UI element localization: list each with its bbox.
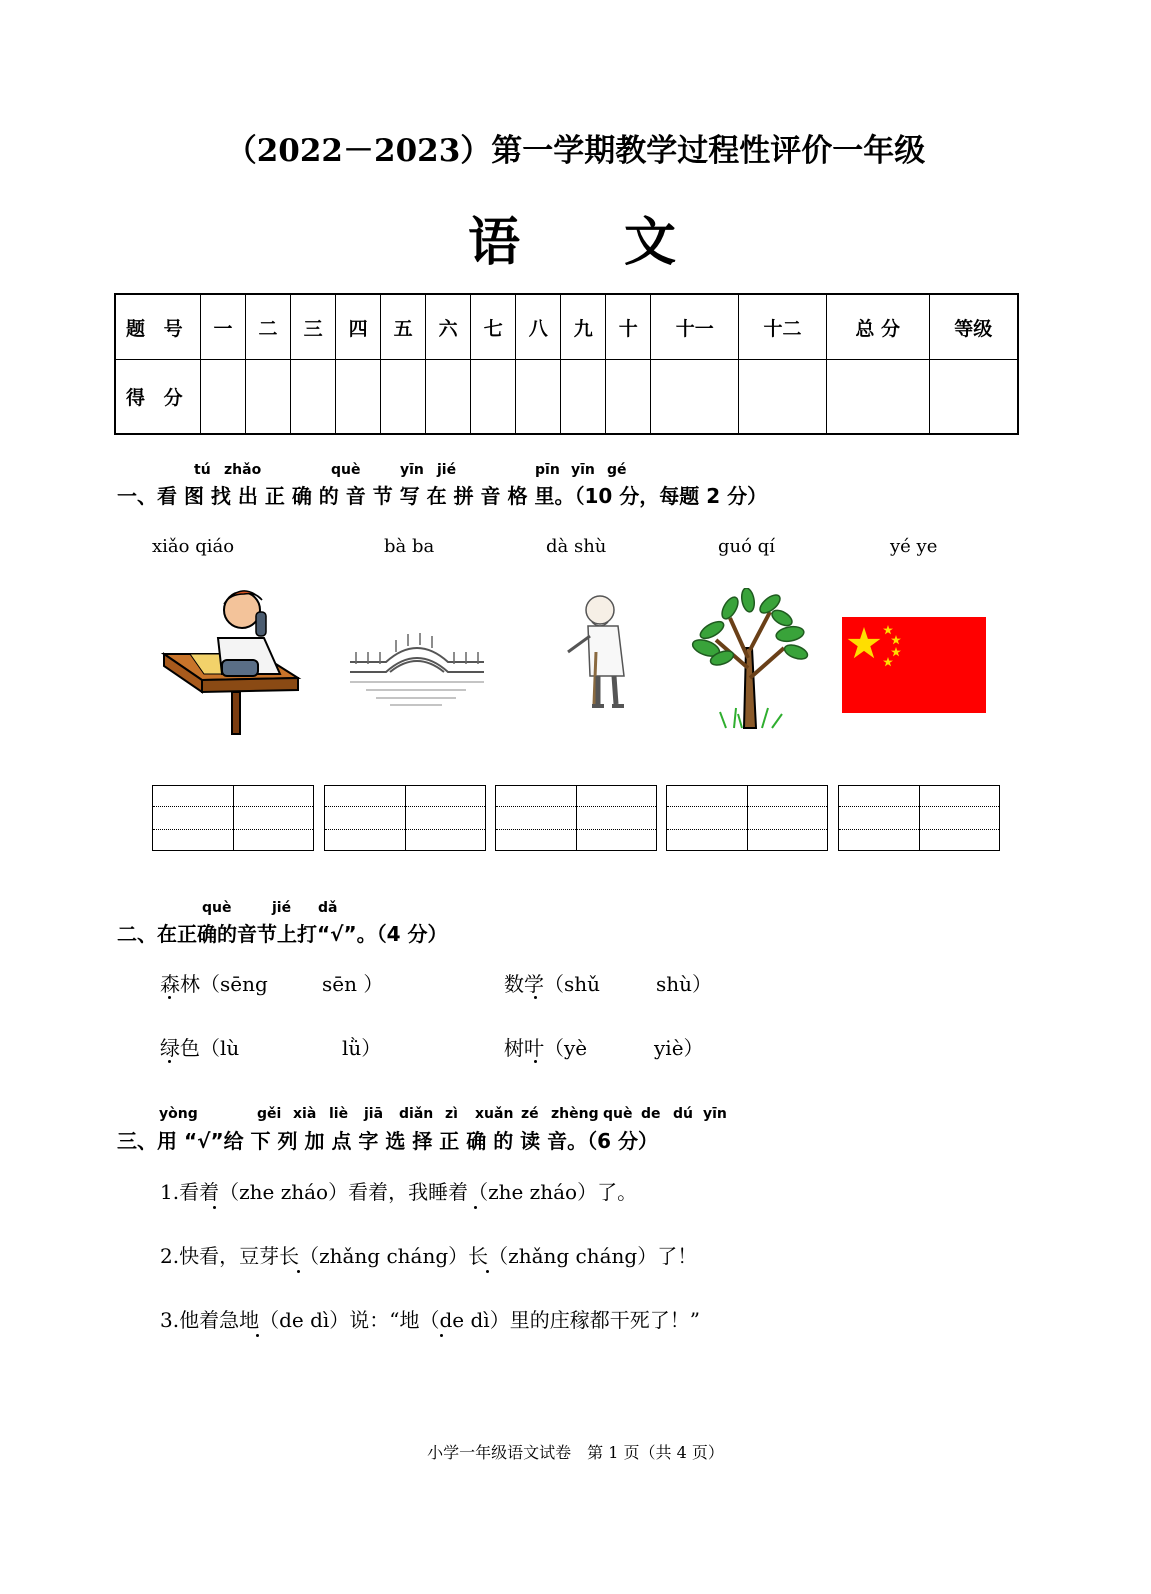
choice-option[interactable]: yiè） <box>654 1036 704 1060</box>
pinyin-option: dà shù <box>546 536 607 557</box>
pinyin-writing-grid[interactable] <box>495 785 657 851</box>
ruby-pinyin: xià <box>293 1106 317 1122</box>
ruby-pinyin: zé <box>521 1106 539 1122</box>
score-row-label: 得 分 <box>115 360 201 435</box>
ruby-pinyin: liè <box>329 1106 349 1122</box>
ruby-pinyin: tú <box>194 462 211 478</box>
table-header-cell: 八 <box>516 294 561 360</box>
score-cell[interactable] <box>516 360 561 435</box>
old-man-picture <box>562 592 634 714</box>
score-cell[interactable] <box>826 360 929 435</box>
ruby-pinyin: pīn <box>535 462 560 478</box>
score-table <box>114 293 1019 435</box>
score-cell[interactable] <box>561 360 606 435</box>
ruby-pinyin: zì <box>445 1106 458 1122</box>
choice-word: 数学（shǔ <box>504 972 601 996</box>
emphasis-dot <box>534 996 537 999</box>
score-cell[interactable] <box>336 360 381 435</box>
ruby-pinyin: què <box>331 462 361 478</box>
pinyin-writing-grid[interactable] <box>152 785 314 851</box>
ruby-pinyin: zhǎo <box>224 462 262 478</box>
ruby-pinyin: jié <box>272 900 292 916</box>
ruby-pinyin: jié <box>437 462 457 478</box>
pinyin-option: yé ye <box>890 536 938 557</box>
table-header-cell: 二 <box>246 294 291 360</box>
pinyin-option: guó qí <box>718 536 775 557</box>
question-line: 2.快看，豆芽长（zhǎng cháng）长（zhǎng cháng）了！ <box>160 1244 698 1268</box>
ruby-pinyin: zhèng <box>551 1106 599 1122</box>
ruby-pinyin: yīn <box>400 462 424 478</box>
emphasis-dot <box>256 1334 259 1337</box>
ruby-pinyin: jiā <box>364 1106 384 1122</box>
score-cell[interactable] <box>426 360 471 435</box>
score-cell[interactable] <box>606 360 651 435</box>
choice-option[interactable]: lǜ） <box>342 1036 382 1060</box>
table-header-cell: 十一 <box>651 294 739 360</box>
tree-picture <box>686 588 812 730</box>
ruby-pinyin: yīn <box>571 462 595 478</box>
table-header-cell: 四 <box>336 294 381 360</box>
section3-heading: 三、用 “√”给 下 列 加 点 字 选 择 正 确 的 读 音。（6 分） <box>117 1129 659 1153</box>
ruby-pinyin: dú <box>673 1106 693 1122</box>
table-header-cell: 十 <box>606 294 651 360</box>
table-header-cell: 六 <box>426 294 471 360</box>
score-cell[interactable] <box>471 360 516 435</box>
table-header-cell: 七 <box>471 294 516 360</box>
emphasis-dot <box>440 1334 443 1337</box>
pinyin-option: xiǎo qiáo <box>152 536 235 557</box>
ruby-pinyin: yīn <box>703 1106 727 1122</box>
section2-heading: 二、在正确的音节上打“√”。（4 分） <box>117 922 448 946</box>
ruby-pinyin: xuǎn <box>475 1106 514 1122</box>
emphasis-dot <box>534 1060 537 1063</box>
emphasis-dot <box>168 1060 171 1063</box>
score-cell[interactable] <box>291 360 336 435</box>
choice-word: 绿色（lù <box>160 1036 240 1060</box>
pinyin-writing-grid[interactable] <box>666 785 828 851</box>
emphasis-dot <box>486 1270 489 1273</box>
score-cell[interactable] <box>929 360 1018 435</box>
choice-option[interactable]: sēn ） <box>322 972 384 996</box>
score-table-header-row <box>115 294 1018 360</box>
question-line: 3.他着急地（de dì）说：“地（de dì）里的庄稼都干死了！” <box>160 1308 700 1332</box>
table-header-cell: 五 <box>381 294 426 360</box>
emphasis-dot <box>168 996 171 999</box>
ruby-pinyin: gěi <box>257 1106 282 1122</box>
pinyin-option: bà ba <box>384 536 435 557</box>
bridge-picture <box>346 628 488 708</box>
choice-option[interactable]: shù） <box>656 972 713 996</box>
score-cell[interactable] <box>246 360 291 435</box>
table-header-cell: 题 号 <box>115 294 201 360</box>
emphasis-dot <box>213 1206 216 1209</box>
ruby-pinyin: diǎn <box>399 1106 434 1122</box>
pinyin-writing-grid[interactable] <box>324 785 486 851</box>
table-header-cell: 三 <box>291 294 336 360</box>
table-header-cell: 十二 <box>739 294 827 360</box>
emphasis-dot <box>297 1270 300 1273</box>
page-footer: 小学一年级语文试卷 第 1 页（共 4 页） <box>427 1443 724 1462</box>
choice-word: 树叶（yè <box>504 1036 588 1060</box>
ruby-pinyin: dǎ <box>318 900 338 916</box>
score-table-score-row <box>115 360 1018 435</box>
score-cell[interactable] <box>651 360 739 435</box>
ruby-pinyin: què <box>202 900 232 916</box>
table-header-cell: 一 <box>201 294 246 360</box>
section1-heading: 一、看 图 找 出 正 确 的 音 节 写 在 拼 音 格 里。（10 分，每题 2 分） <box>117 484 768 508</box>
exam-title: （2022－2023）第一学期教学过程性评价一年级 <box>225 133 926 169</box>
emphasis-dot <box>474 1206 477 1209</box>
table-header-cell: 九 <box>561 294 606 360</box>
score-cell[interactable] <box>381 360 426 435</box>
ruby-pinyin: gé <box>607 462 627 478</box>
table-header-cell: 总 分 <box>826 294 929 360</box>
ruby-pinyin: yòng <box>159 1106 198 1122</box>
ruby-pinyin: de <box>641 1106 661 1122</box>
table-header-cell: 等级 <box>929 294 1018 360</box>
subject-title: 语 文 <box>468 212 677 273</box>
pinyin-writing-grid[interactable] <box>838 785 1000 851</box>
question-line: 1.看着（zhe zháo）看着，我睡着（zhe zháo）了。 <box>160 1180 638 1204</box>
score-cell[interactable] <box>201 360 246 435</box>
phone-man-picture <box>160 582 302 738</box>
choice-word: 森林（sēng <box>160 972 268 996</box>
score-cell[interactable] <box>739 360 827 435</box>
ruby-pinyin: què <box>603 1106 633 1122</box>
china-flag-picture <box>842 617 986 713</box>
